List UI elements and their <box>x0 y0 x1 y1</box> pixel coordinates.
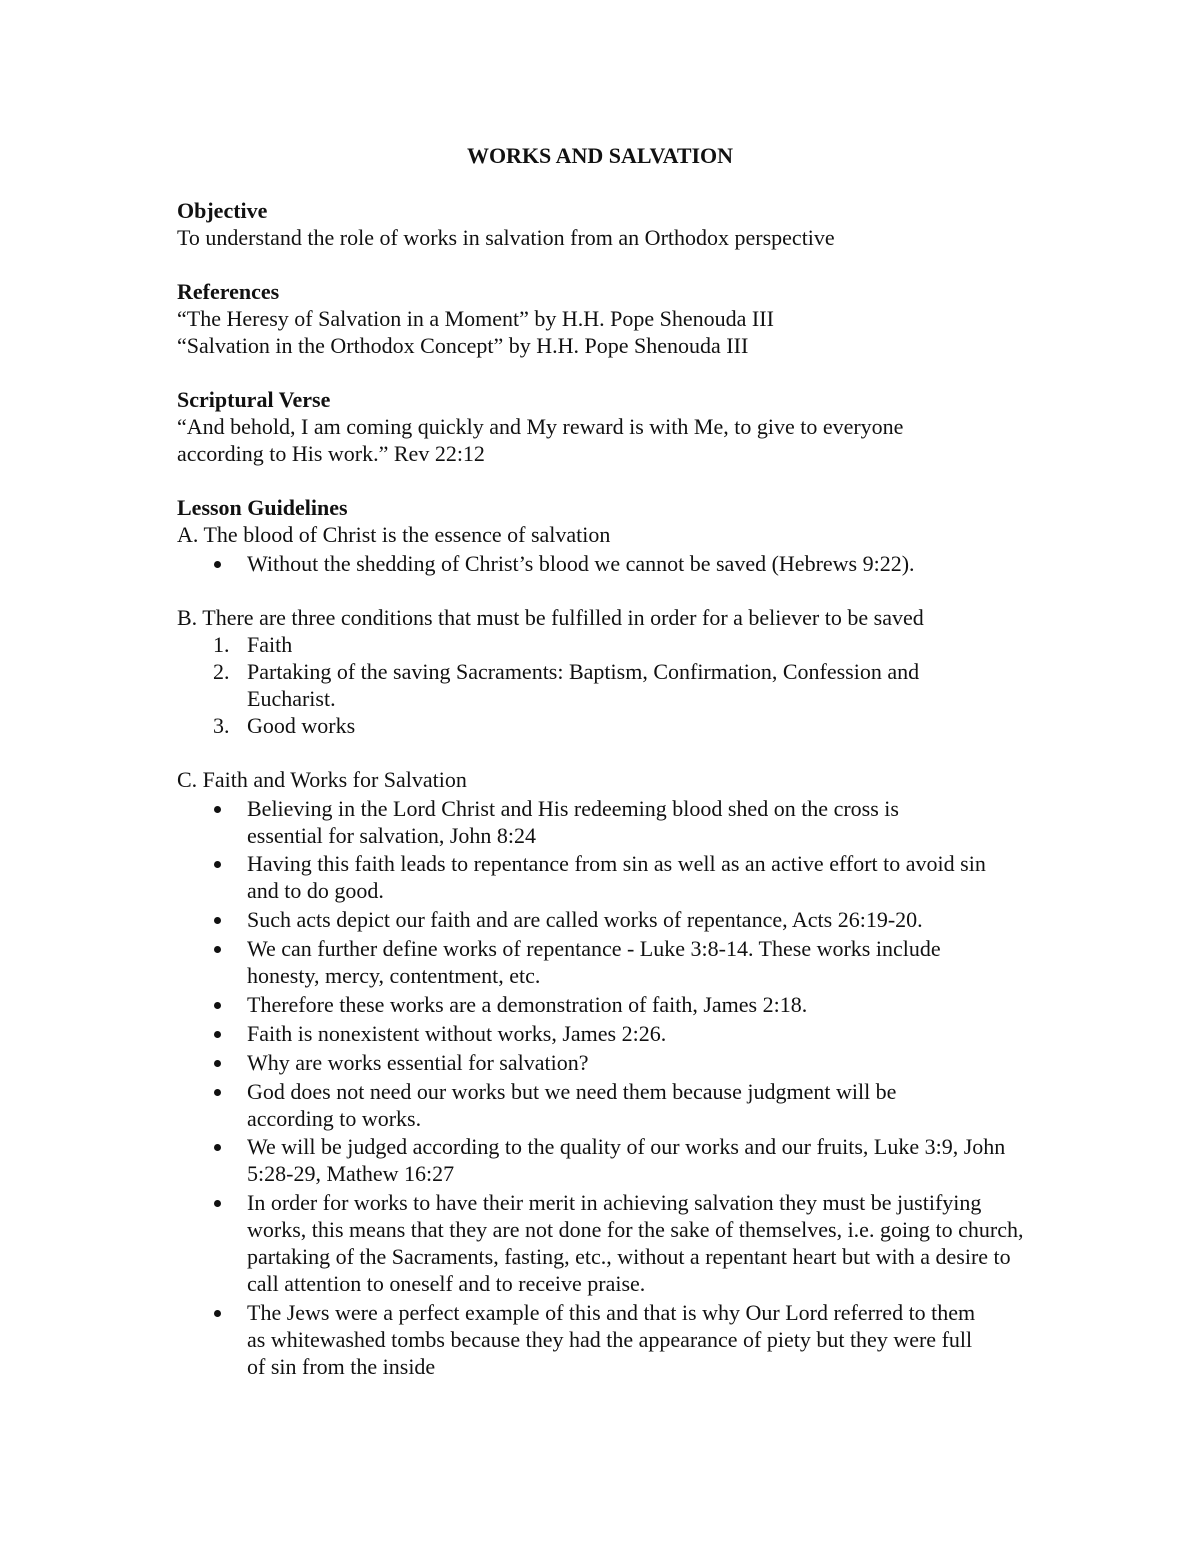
bullet-icon <box>214 1031 221 1038</box>
bullet-icon <box>214 1144 221 1151</box>
section-c-bullet: Why are works essential for salvation? <box>247 1050 589 1075</box>
reference-item: “Salvation in the Orthodox Concept” by H.H. Pope Shenouda III <box>177 333 749 358</box>
section-c-bullet: Believing in the Lord Christ and His redeeming blood shed on the cross is essential for salvation, John 8:24 <box>247 796 899 848</box>
section-c-bullet: God does not need our works but we need them because judgment will be according to works. <box>247 1079 897 1131</box>
references-heading: References <box>177 279 280 304</box>
section-c-bullet: Having this faith leads to repentance from sin as well as an active effort to avoid sin and to do good. <box>247 851 986 903</box>
condition-item: Good works <box>247 713 356 738</box>
condition-item: Partaking of the saving Sacraments: Baptism, Confirmation, Confession and Eucharist. <box>247 659 920 711</box>
section-b-heading: B. There are three conditions that must be fulfilled in order for a believer to be saved <box>177 605 924 630</box>
bullet-icon <box>214 1200 221 1207</box>
objective-heading: Objective <box>177 198 268 223</box>
lesson-guidelines-heading: Lesson Guidelines <box>177 495 348 520</box>
section-c-bullet: In order for works to have their merit in achieving salvation they must be justifying works, this means that they are not done for the sake of themselves, i.e. going to church, partaking of the Sacraments, fasting, etc., without a repentant heart but with a desire to call attention to oneself and to receive praise. <box>247 1190 1024 1296</box>
bullet-icon <box>214 1060 221 1067</box>
condition-item: Faith <box>247 632 293 657</box>
section-c-heading: C. Faith and Works for Salvation <box>177 767 467 792</box>
section-c-bullet: We can further define works of repentance - Luke 3:8-14. These works include honesty, mercy, contentment, etc. <box>247 936 941 988</box>
section-a-heading: A. The blood of Christ is the essence of salvation <box>177 522 611 547</box>
bullet-icon <box>214 1002 221 1009</box>
numbered-marker: 1. <box>213 632 230 657</box>
section-c-bullet: The Jews were a perfect example of this and that is why Our Lord referred to them as whitewashed tombs because they had the appearance of piety but they were full of sin from the inside <box>247 1300 976 1379</box>
section-c-bullet: We will be judged according to the quality of our works and our fruits, Luke 3:9, John 5:28-29, Mathew 16:27 <box>247 1134 1006 1186</box>
section-c-bullet: Therefore these works are a demonstration of faith, James 2:18. <box>247 992 808 1017</box>
bullet-icon <box>214 946 221 953</box>
section-c-bullet: Such acts depict our faith and are called works of repentance, Acts 26:19-20. <box>247 907 923 932</box>
scriptural-verse-heading: Scriptural Verse <box>177 387 331 412</box>
scriptural-verse-line: according to His work.” Rev 22:12 <box>177 441 485 466</box>
section-a-bullet: Without the shedding of Christ’s blood we cannot be saved (Hebrews 9:22). <box>247 551 915 576</box>
section-c-bullet: Faith is nonexistent without works, James 2:26. <box>247 1021 667 1046</box>
reference-item: “The Heresy of Salvation in a Moment” by H.H. Pope Shenouda III <box>177 306 774 331</box>
bullet-icon <box>214 806 221 813</box>
bullet-icon <box>214 861 221 868</box>
bullet-icon <box>214 561 221 568</box>
numbered-marker: 2. <box>213 659 230 684</box>
bullet-icon <box>214 1310 221 1317</box>
bullet-icon <box>214 917 221 924</box>
numbered-marker: 3. <box>213 713 230 738</box>
bullet-icon <box>214 1089 221 1096</box>
objective-text: To understand the role of works in salvation from an Orthodox perspective <box>177 225 835 250</box>
document-title: WORKS AND SALVATION <box>466 143 734 168</box>
scriptural-verse-line: “And behold, I am coming quickly and My reward is with Me, to give to everyone <box>177 414 904 439</box>
